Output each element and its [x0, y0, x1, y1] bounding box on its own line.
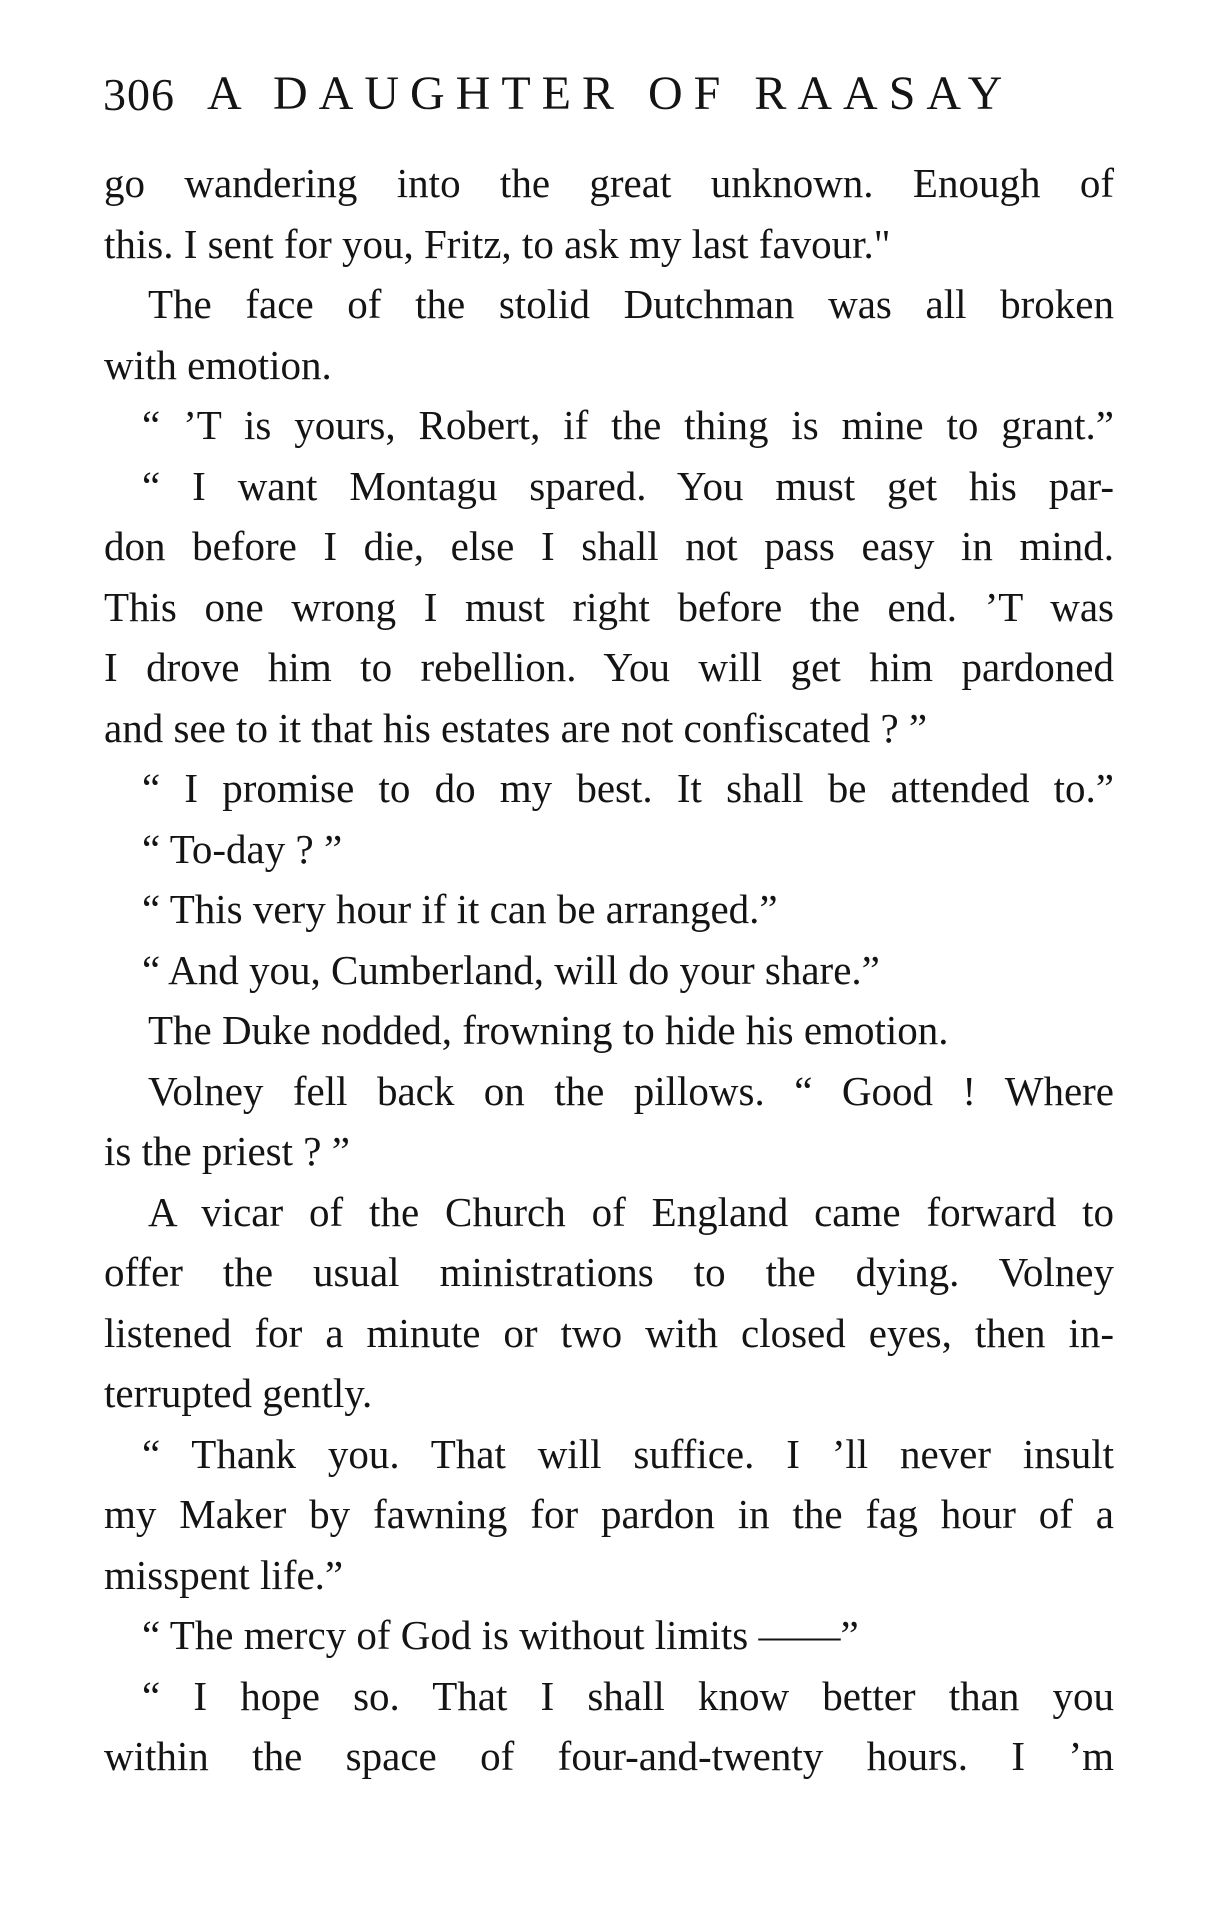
text-line-1: go wandering into the great unknown. Enough of — [104, 160, 1114, 206]
text-line-11: “ I promise to do my best. It shall be attended to.” — [142, 765, 1114, 811]
text-line-27: within the space of four-and-twenty hours. I ’m — [104, 1733, 1114, 1779]
text-line-24: misspent life.” — [104, 1551, 344, 1598]
text-line-4: with emotion. — [104, 341, 332, 388]
text-line-3: The face of the stolid Dutchman was all broken — [148, 281, 1114, 327]
text-line-9: I drove him to rebellion. You will get him pardoned — [104, 644, 1114, 690]
text-line-6: “ I want Montagu spared. You must get his par- — [142, 462, 1114, 509]
body-text — [104, 153, 1114, 1787]
page-number: 306 — [103, 69, 175, 120]
text-line-16: Volney fell back on the pillows. “ Good ! Where — [148, 1067, 1114, 1114]
text-line-18: A vicar of the Church of England came forward to — [148, 1188, 1114, 1235]
text-line-21: terrupted gently. — [104, 1370, 373, 1416]
text-line-15: The Duke nodded, frowning to hide his emotion. — [148, 1007, 949, 1053]
text-line-7: don before I die, else I shall not pass easy in mind. — [104, 523, 1114, 569]
text-line-14: “ And you, Cumberland, will do your share.” — [142, 946, 880, 993]
text-line-22: “ Thank you. That will suffice. I ’ll never insult — [142, 1430, 1114, 1477]
text-line-26: “ I hope so. That I shall know better than you — [142, 1672, 1114, 1719]
text-line-5: “ ’T is yours, Robert, if the thing is mine to grant.” — [142, 402, 1114, 448]
text-line-20: listened for a minute or two with closed eyes, then in- — [104, 1309, 1114, 1356]
running-title: A DAUGHTER OF RAASAY — [207, 67, 1014, 120]
text-line-13: “ This very hour if it can be arranged.” — [142, 886, 778, 932]
text-line-25: “ The mercy of God is without limits ——” — [142, 1612, 859, 1658]
text-line-8: This one wrong I must right before the end. ’T was — [104, 583, 1114, 630]
text-line-19: offer the usual ministrations to the dying. Volney — [104, 1249, 1114, 1295]
text-line-10: and see to it that his estates are not confiscated ? ” — [104, 704, 928, 751]
text-line-23: my Maker by fawning for pardon in the fag hour of a — [104, 1491, 1114, 1537]
text-line-12: “ To-day ? ” — [142, 825, 343, 872]
text-line-2: this. I sent for you, Fritz, to ask my last favour." — [104, 220, 891, 267]
text-line-17: is the priest ? ” — [104, 1128, 350, 1174]
page-header — [103, 62, 1113, 132]
